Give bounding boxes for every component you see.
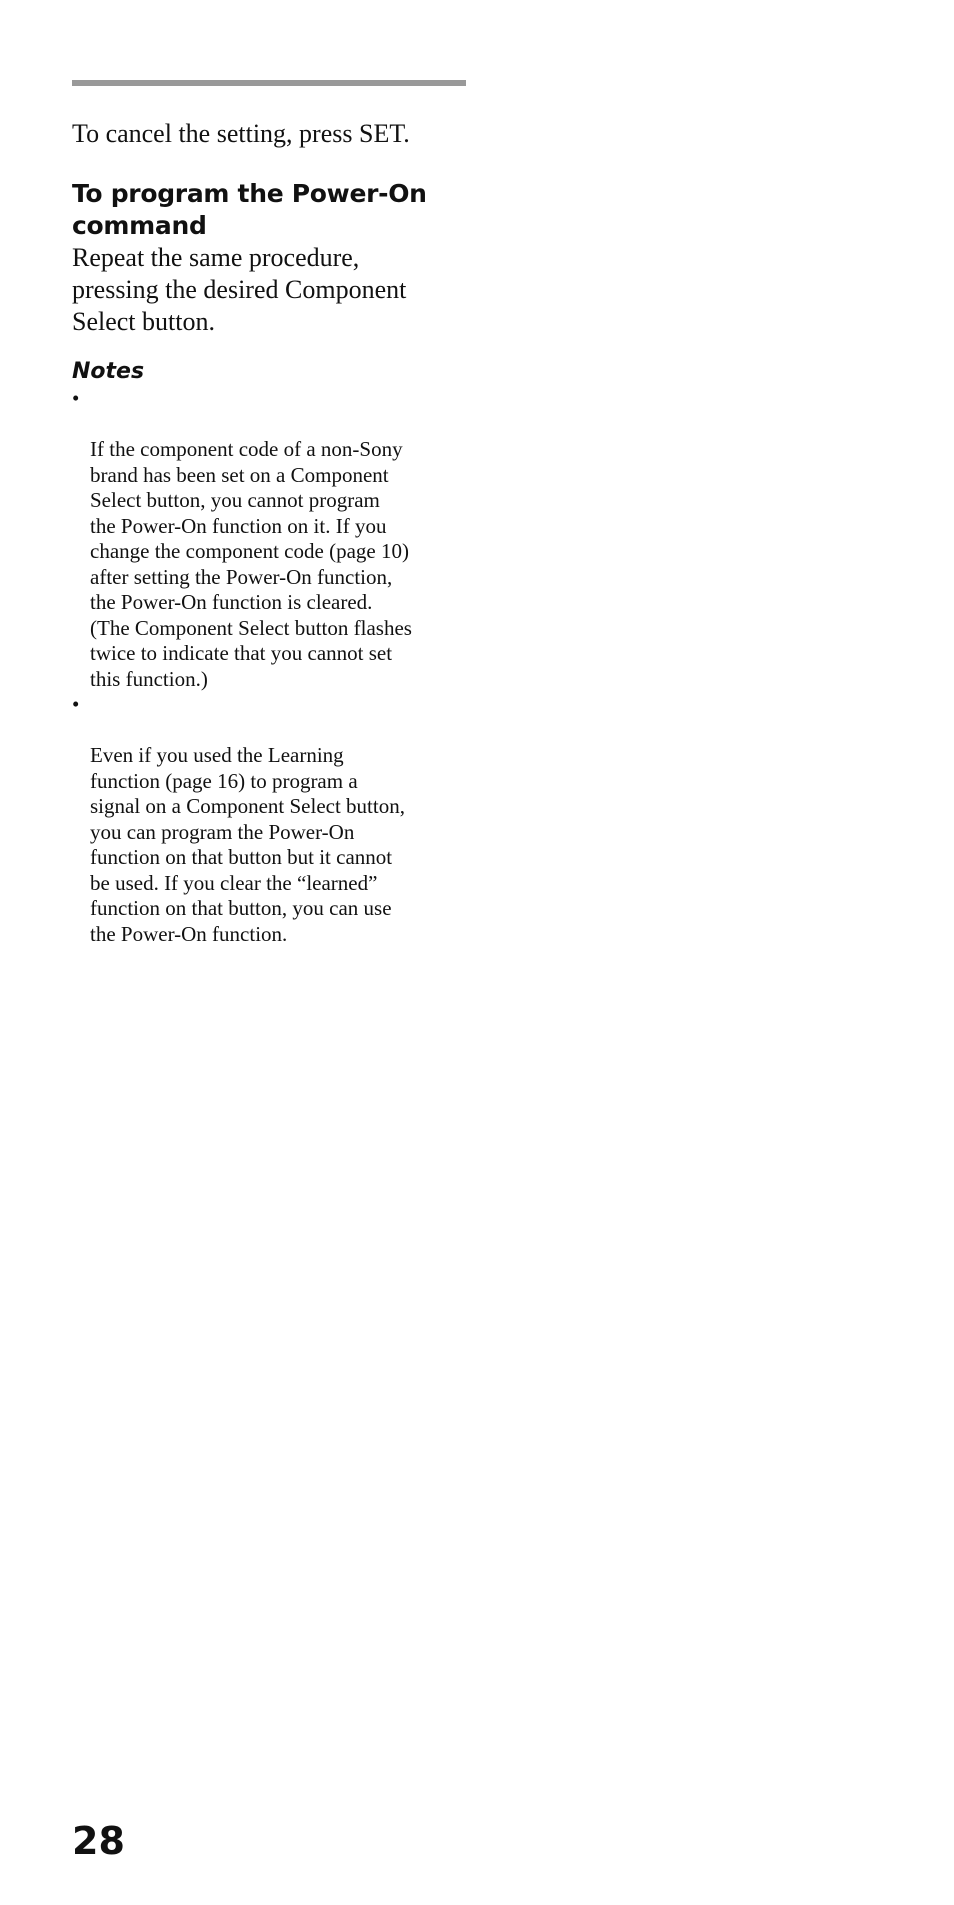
note-text: Even if you used the Learning function (page 16) to program a signal on a Component Select button, you can program the Power-On function on that button but it cannot be used. If you clear the “learned” function on that button, you can use the Power-On function.: [90, 743, 405, 946]
section-heading: To program the Power-On command: [72, 179, 427, 240]
page-content: [72, 118, 472, 947]
top-rule: [72, 80, 466, 86]
note-item: [72, 692, 472, 947]
section-body: Repeat the same procedure, pressing the desired Component Select button.: [72, 243, 407, 336]
intro-text: To cancel the setting, press SET.: [72, 119, 410, 148]
page-number: 28: [72, 1819, 125, 1863]
notes-list: [72, 386, 472, 947]
notes-heading: Notes: [72, 359, 145, 384]
bullet-icon: •: [72, 386, 80, 410]
note-text: If the component code of a non-Sony brand has been set on a Component Select button, you cannot program the Power-On function on it. If you change the component code (page 10) after setting the Power-On function, the Power-On function is cleared. (The Component Select button flashes twice to indicate that you cannot set this function.): [90, 437, 412, 691]
bullet-icon: •: [72, 692, 80, 716]
note-item: [72, 386, 472, 692]
